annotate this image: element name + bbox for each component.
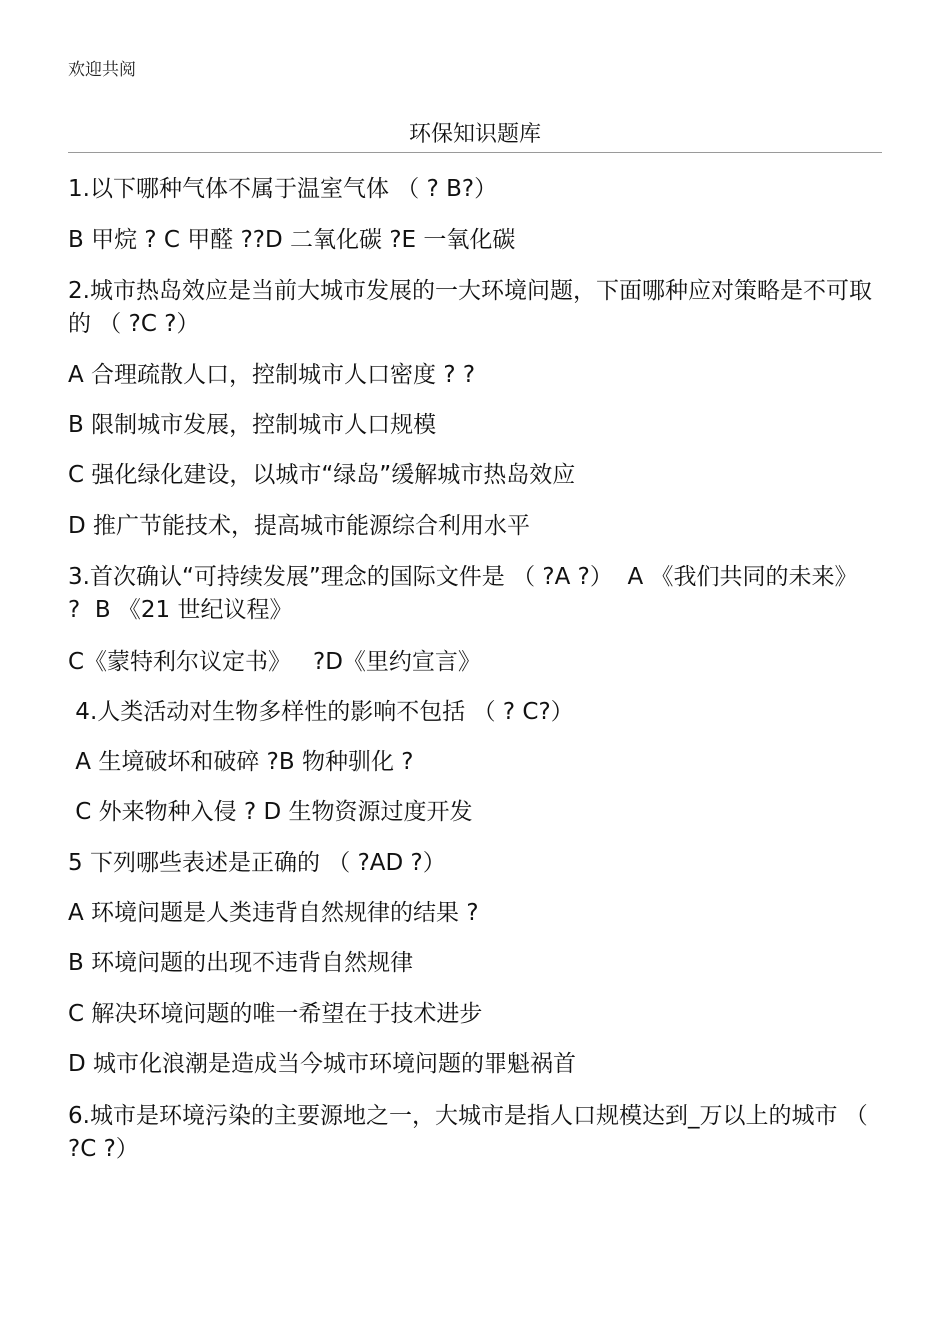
question-1-options: B 甲烷 ? C 甲醛 ??D 二氧化碳 ?E 一氧化碳 [68,227,516,253]
question-4: 4.人类活动对生物多样性的影响不包括 （ ? C?） [68,699,574,725]
question-2-option-a: A 合理疏散人口，控制城市人口密度 ? ? [68,362,476,388]
question-1: 1.以下哪种气体不属于温室气体 （ ? B?） [68,176,498,202]
title-divider [68,152,882,153]
question-3-options: C《蒙特利尔议定书》 ?D《里约宣言》 [68,649,481,675]
question-3: 3.首次确认“可持续发展”理念的国际文件是 （ ?A ?） A 《我们共同的未来》 ? B 《21 世纪议程》 [68,564,873,623]
question-5-option-d: D 城市化浪潮是造成当今城市环境问题的罪魁祸首 [68,1051,577,1077]
header-note: 欢迎共阅 [68,60,136,80]
document-title: 环保知识题库 [408,122,541,147]
question-5: 5 下列哪些表述是正确的 （ ?AD ?） [68,850,446,876]
question-6: 6.城市是环境污染的主要源地之一，大城市是指人口规模达到_万以上的城市 （ ?C ?） [68,1103,876,1162]
question-4-options-cd: C 外来物种入侵 ? D 生物资源过度开发 [68,799,473,825]
question-2-option-b: B 限制城市发展，控制城市人口规模 [68,412,437,438]
question-5-option-a: A 环境问题是人类违背自然规律的结果 ? [68,900,479,926]
question-2-option-c: C 强化绿化建设，以城市“绿岛”缓解城市热岛效应 [68,462,576,488]
question-2-option-d: D 推广节能技术，提高城市能源综合利用水平 [68,513,531,539]
question-2: 2.城市热岛效应是当前大城市发展的一大环境问题，下面哪种应对策略是不可取的 （ ?C ?） [68,278,872,337]
question-4-options-ab: A 生境破坏和破碎 ?B 物种驯化 ? [68,749,414,775]
question-5-option-c: C 解决环境问题的唯一希望在于技术进步 [68,1001,483,1027]
question-5-option-b: B 环境问题的出现不违背自然规律 [68,950,414,976]
